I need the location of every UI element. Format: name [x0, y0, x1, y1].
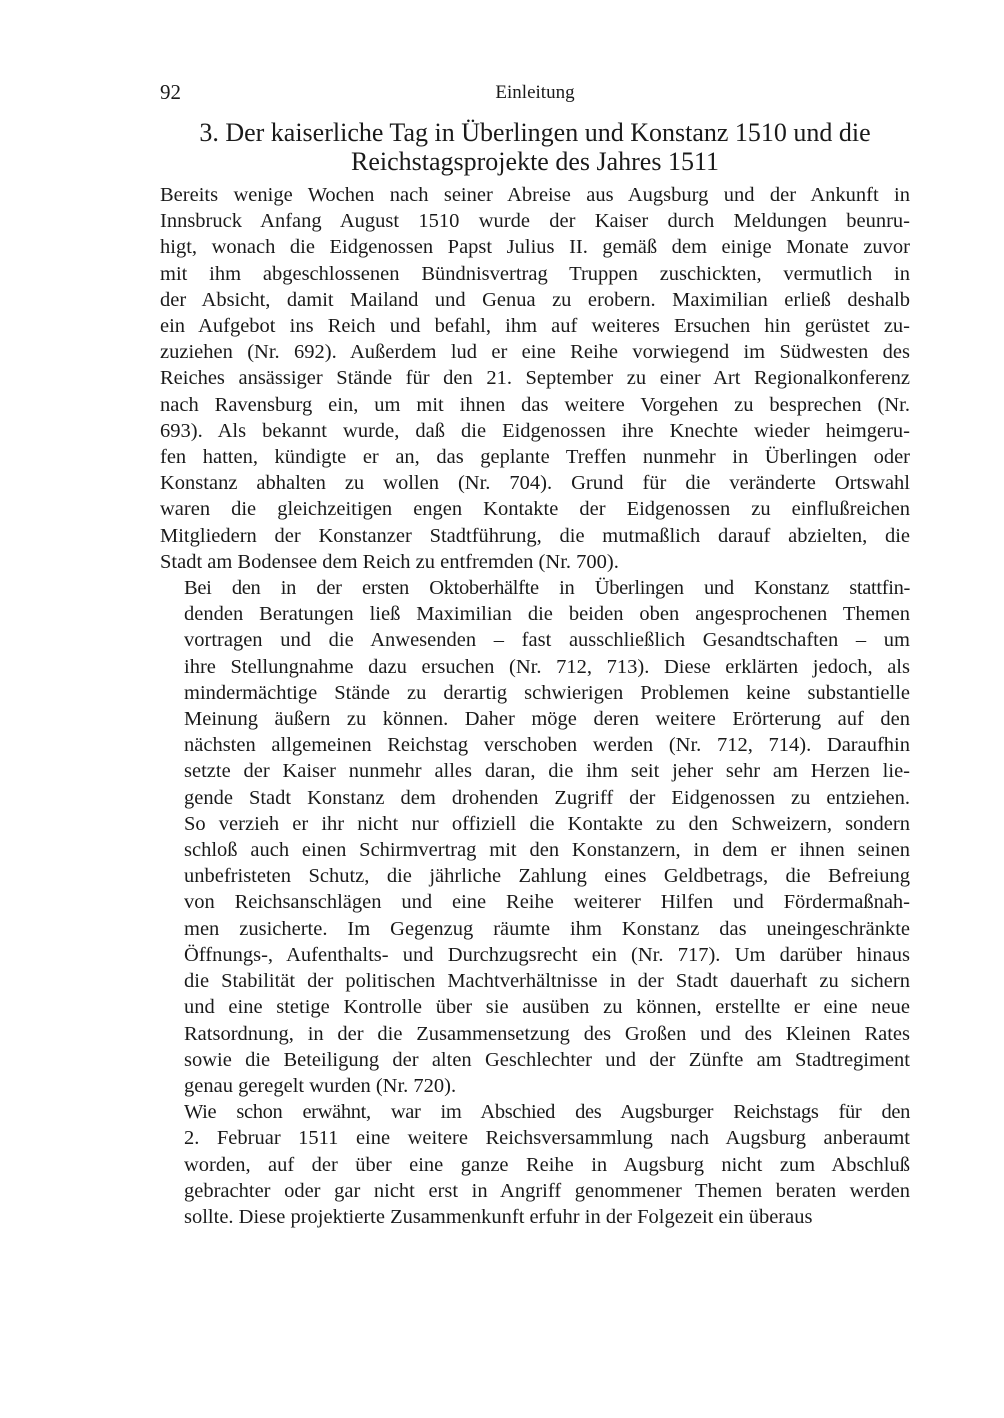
text-line: Bereits wenige Wochen nach seiner Abreise aus Augsburg und der Ankunft in [160, 184, 910, 206]
text-line: die Stabilität der politischen Machtverhältnisse in der Stadt dauerhaft zu sichern [184, 970, 910, 993]
text-line: gebrachter oder gar nicht erst in Angriff genommener Themen beraten werden [184, 1179, 910, 1202]
text-line: setzte der Kaiser nunmehr alles daran, die ihm seit jeher sehr am Herzen lie- [184, 760, 910, 783]
text-line: higt, wonach die Eidgenossen Papst Julius II. gemäß dem einige Monate zuvor [160, 236, 910, 259]
section-heading-line: Reichstagsprojekte des Jahres 1511 [351, 147, 719, 176]
paragraph-2 [160, 575, 910, 1099]
text-line: sollte. Diese projektierte Zusammenkunft erfuhr in der Folgezeit ein überaus [184, 1205, 813, 1228]
text-line: Meinung äußern zu können. Daher möge deren weitere Erörterung auf den [184, 708, 910, 731]
running-head [160, 76, 910, 106]
text-line: gende Stadt Konstanz dem drohenden Zugriff der Eidgenossen zu entziehen. [184, 786, 910, 809]
text-line: nächsten allgemeinen Reichstag verschoben werden (Nr. 712, 714). Daraufhin [184, 734, 910, 757]
paragraph-1 [160, 182, 910, 575]
text-line: Mitgliedern der Konstanzer Stadtführung, die mutmaßlich darauf abzielten, die [160, 524, 910, 547]
text-line: 2. Februar 1511 eine weitere Reichsversammlung nach Augsburg anberaumt [184, 1127, 910, 1150]
text-line: Konstanz abhalten zu wollen (Nr. 704). Grund für die veränderte Ortswahl [160, 472, 910, 495]
text-line: Öffnungs-, Aufenthalts- und Durchzugsrecht ein (Nr. 717). Um darüber hinaus [184, 943, 910, 966]
text-line: worden, auf der über eine ganze Reihe in Augsburg nicht zum Abschluß [184, 1153, 910, 1176]
section-heading-line: 3. Der kaiserliche Tag in Überlingen und Konstanz 1510 und die [199, 118, 871, 147]
text-line: sowie die Beteiligung der alten Geschlechter und der Zünfte am Stadtregiment [184, 1048, 910, 1071]
running-title: Einleitung [495, 82, 575, 103]
text-line: mindermächtige Stände zu derartig schwierigen Problemen keine substantielle [184, 681, 910, 704]
text-line: und eine stetige Kontrolle über sie ausüben zu können, erstellte er eine neue [184, 996, 910, 1019]
paragraph-3 [160, 1099, 910, 1230]
text-line: schloß auch einen Schirmvertrag mit den Konstanzern, in dem er ihnen seinen [184, 839, 910, 862]
text-line: unbefristeten Schutz, die jährliche Zahlung eines Geldbetrags, die Befreiung [184, 865, 910, 888]
body-text [160, 182, 910, 1230]
text-line: ihre Stellungnahme dazu ersuchen (Nr. 712, 713). Diese erklärten jedoch, als [184, 655, 910, 678]
text-line: waren die gleichzeitigen engen Kontakte der Eidgenossen zu einflußreichen [160, 498, 910, 521]
text-line: fen hatten, kündigte er an, das geplante Treffen nunmehr in Überlingen oder [160, 446, 910, 469]
document-page [160, 76, 910, 1230]
page-number: 92 [160, 80, 181, 104]
text-line: Ratsordnung, in der die Zusammensetzung des Großen und des Kleinen Rates [184, 1022, 910, 1045]
text-line: vortragen und die Anwesenden – fast ausschließlich Gesandtschaften – um [184, 629, 910, 652]
text-line: der Absicht, damit Mailand und Genua zu erobern. Maximilian erließ deshalb [160, 288, 910, 311]
text-line: genau geregelt wurden (Nr. 720). [184, 1074, 457, 1097]
text-line: von Reichsanschlägen und eine Reihe weiterer Hilfen und Fördermaßnah- [184, 891, 910, 914]
text-line: Innsbruck Anfang August 1510 wurde der Kaiser durch Meldungen beunru- [160, 210, 910, 233]
text-line: Wie schon erwähnt, war im Abschied des Augsburger Reichstags für den [184, 1101, 910, 1124]
text-line: mit ihm abgeschlossenen Bündnisvertrag Truppen zuschickten, vermutlich in [160, 262, 910, 285]
text-line: 693). Als bekannt wurde, daß die Eidgenossen ihre Knechte wieder heimgeru- [160, 419, 910, 442]
text-line: denden Beratungen ließ Maximilian die beiden oben angesprochenen Themen [184, 603, 910, 626]
text-line: So verzieh er ihr nicht nur offiziell die Kontakte zu den Schweizern, sondern [184, 812, 910, 835]
text-line: Stadt am Bodensee dem Reich zu entfremden (Nr. 700). [160, 550, 619, 573]
section-heading [160, 118, 910, 176]
text-line: Bei den in der ersten Oktoberhälfte in Überlingen und Konstanz stattfin- [184, 577, 910, 600]
text-line: men zusicherte. Im Gegenzug räumte ihm Konstanz das uneingeschränkte [184, 917, 910, 940]
text-line: Reiches ansässiger Stände für den 21. September zu einer Art Regionalkonferenz [160, 367, 910, 390]
text-line: nach Ravensburg ein, um mit ihnen das weitere Vorgehen zu besprechen (Nr. [160, 393, 910, 416]
text-line: zuziehen (Nr. 692). Außerdem lud er eine Reihe vorwiegend im Südwesten des [160, 341, 910, 364]
text-line: ein Aufgebot ins Reich und befahl, ihm auf weiteres Ersuchen hin gerüstet zu- [160, 315, 910, 338]
